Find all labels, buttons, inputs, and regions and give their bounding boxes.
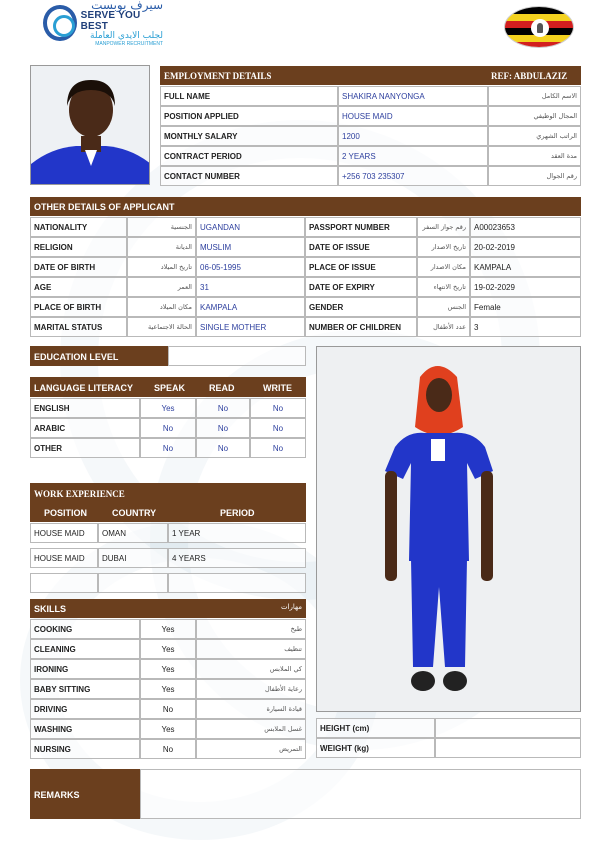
other-label-arabic: الجنس bbox=[417, 297, 470, 317]
other-value: A00023653 bbox=[470, 217, 581, 237]
language-read: No bbox=[196, 398, 250, 418]
other-label: PASSPORT NUMBER bbox=[305, 217, 417, 237]
other-value: MUSLIM bbox=[196, 237, 305, 257]
employment-value: +256 703 235307 bbox=[338, 166, 488, 186]
language-col-write: WRITE bbox=[263, 383, 292, 393]
language-write: No bbox=[250, 398, 306, 418]
other-label: PLACE OF ISSUE bbox=[305, 257, 417, 277]
work-col-position: POSITION bbox=[44, 508, 88, 518]
other-label-arabic: الجنسية bbox=[127, 217, 196, 237]
reference: REF: ABDULAZIZ bbox=[491, 71, 568, 81]
other-label: RELIGION bbox=[30, 237, 127, 257]
other-label: PLACE OF BIRTH bbox=[30, 297, 127, 317]
other-value: Female bbox=[470, 297, 581, 317]
applicant-portrait-photo bbox=[30, 65, 150, 185]
other-label-arabic: تاريخ الميلاد bbox=[127, 257, 196, 277]
work-country: OMAN bbox=[98, 523, 168, 543]
other-label-arabic: تاريخ الاصدار bbox=[417, 237, 470, 257]
skill-name-arabic: غسل الملابس bbox=[196, 719, 306, 739]
logo-arabic-sub: لجلب الايدي العاملة bbox=[90, 31, 163, 42]
other-label-arabic: الحالة الاجتماعية bbox=[127, 317, 196, 337]
employment-label: FULL NAME bbox=[160, 86, 338, 106]
language-name: OTHER bbox=[30, 438, 140, 458]
language-write: No bbox=[250, 438, 306, 458]
other-value: 19-02-2029 bbox=[470, 277, 581, 297]
logo-name: SERVE YOU BEST bbox=[80, 10, 141, 32]
other-details-header bbox=[30, 197, 581, 216]
skill-name-arabic: التمريض bbox=[196, 739, 306, 759]
employment-label: CONTRACT PERIOD bbox=[160, 146, 338, 166]
height-value bbox=[435, 718, 581, 738]
skill-name: NURSING bbox=[30, 739, 140, 759]
other-label: NATIONALITY bbox=[30, 217, 127, 237]
other-value: KAMPALA bbox=[196, 297, 305, 317]
language-read: No bbox=[196, 438, 250, 458]
work-period bbox=[168, 573, 306, 593]
employment-label: POSITION APPLIED bbox=[160, 106, 338, 126]
work-position bbox=[30, 573, 98, 593]
skill-name-arabic: كي الملابس bbox=[196, 659, 306, 679]
other-label: DATE OF EXPIRY bbox=[305, 277, 417, 297]
skill-name: WASHING bbox=[30, 719, 140, 739]
other-label-arabic: عدد الأطفال bbox=[417, 317, 470, 337]
remarks-header bbox=[30, 769, 140, 819]
company-logo bbox=[43, 0, 163, 47]
skill-value: Yes bbox=[140, 679, 196, 699]
other-value: 20-02-2019 bbox=[470, 237, 581, 257]
education-level-title: EDUCATION LEVEL bbox=[34, 352, 119, 362]
skill-name-arabic: طبخ bbox=[196, 619, 306, 639]
logo-arabic: سيرف يوبست bbox=[91, 0, 163, 12]
logo-tagline: MANPOWER RECRUITMENT bbox=[95, 40, 163, 47]
employment-label-arabic: مدة العقد bbox=[488, 146, 581, 166]
employment-value: 1200 bbox=[338, 126, 488, 146]
skill-name: DRIVING bbox=[30, 699, 140, 719]
skill-value: Yes bbox=[140, 619, 196, 639]
skill-name: IRONING bbox=[30, 659, 140, 679]
remarks-value bbox=[140, 769, 581, 819]
work-period: 1 YEAR bbox=[168, 523, 306, 543]
skill-name-arabic: تنظيف bbox=[196, 639, 306, 659]
other-value: 06-05-1995 bbox=[196, 257, 305, 277]
language-name: ENGLISH bbox=[30, 398, 140, 418]
skill-value: Yes bbox=[140, 659, 196, 679]
other-label-arabic: مكان الاصدار bbox=[417, 257, 470, 277]
education-level-header bbox=[30, 346, 168, 366]
employment-label-arabic: الاسم الكامل bbox=[488, 86, 581, 106]
work-position: HOUSE MAID bbox=[30, 548, 98, 568]
language-speak: No bbox=[140, 438, 196, 458]
height-label: HEIGHT (cm) bbox=[316, 718, 435, 738]
education-level-value bbox=[168, 346, 306, 366]
language-literacy-title: LANGUAGE LITERACY bbox=[34, 383, 133, 393]
other-label-arabic: مكان الميلاد bbox=[127, 297, 196, 317]
employment-label: MONTHLY SALARY bbox=[160, 126, 338, 146]
work-col-country: COUNTRY bbox=[112, 508, 157, 518]
language-col-speak: SPEAK bbox=[154, 383, 186, 393]
work-col-period: PERIOD bbox=[220, 508, 255, 518]
skills-title: SKILLS bbox=[34, 604, 67, 614]
skill-name: BABY SITTING bbox=[30, 679, 140, 699]
other-details-title: OTHER DETAILS OF APPLICANT bbox=[34, 202, 175, 212]
work-country: DUBAI bbox=[98, 548, 168, 568]
skill-name-arabic: قيادة السيارة bbox=[196, 699, 306, 719]
employment-value: 2 YEARS bbox=[338, 146, 488, 166]
other-label: GENDER bbox=[305, 297, 417, 317]
language-read: No bbox=[196, 418, 250, 438]
skills-title-arabic: مهارات bbox=[280, 603, 302, 611]
other-value: 31 bbox=[196, 277, 305, 297]
weight-value bbox=[435, 738, 581, 758]
work-position: HOUSE MAID bbox=[30, 523, 98, 543]
skills-header bbox=[30, 599, 306, 618]
applicant-full-body-photo bbox=[316, 346, 581, 712]
employment-label-arabic: الراتب الشهري bbox=[488, 126, 581, 146]
employment-details-header bbox=[160, 66, 581, 85]
other-label: DATE OF BIRTH bbox=[30, 257, 127, 277]
skill-name-arabic: رعاية الأطفال bbox=[196, 679, 306, 699]
language-write: No bbox=[250, 418, 306, 438]
skill-value: Yes bbox=[140, 719, 196, 739]
work-experience-header bbox=[30, 483, 306, 503]
work-country bbox=[98, 573, 168, 593]
weight-label: WEIGHT (kg) bbox=[316, 738, 435, 758]
other-label: AGE bbox=[30, 277, 127, 297]
other-value: KAMPALA bbox=[470, 257, 581, 277]
other-label-arabic: العمر bbox=[127, 277, 196, 297]
skill-value: Yes bbox=[140, 639, 196, 659]
uganda-flag-icon bbox=[504, 6, 574, 48]
other-label-arabic: رقم جواز السفر bbox=[417, 217, 470, 237]
work-experience-title: WORK EXPERIENCE bbox=[34, 489, 125, 499]
skill-name: CLEANING bbox=[30, 639, 140, 659]
employment-value: HOUSE MAID bbox=[338, 106, 488, 126]
work-period: 4 YEARS bbox=[168, 548, 306, 568]
other-label-arabic: الديانة bbox=[127, 237, 196, 257]
language-speak: Yes bbox=[140, 398, 196, 418]
work-experience-columns bbox=[30, 503, 306, 522]
skill-value: No bbox=[140, 739, 196, 759]
language-name: ARABIC bbox=[30, 418, 140, 438]
skill-value: No bbox=[140, 699, 196, 719]
other-value: UGANDAN bbox=[196, 217, 305, 237]
employment-label-arabic: رقم الجوال bbox=[488, 166, 581, 186]
other-label-arabic: تاريخ الانتهاء bbox=[417, 277, 470, 297]
remarks-label: REMARKS bbox=[34, 790, 80, 800]
other-label: MARITAL STATUS bbox=[30, 317, 127, 337]
employment-details-title: EMPLOYMENT DETAILS bbox=[164, 71, 272, 81]
other-label: NUMBER OF CHILDREN bbox=[305, 317, 417, 337]
language-col-read: READ bbox=[209, 383, 235, 393]
skill-name: COOKING bbox=[30, 619, 140, 639]
language-literacy-header bbox=[30, 377, 306, 397]
language-speak: No bbox=[140, 418, 196, 438]
other-value: SINGLE MOTHER bbox=[196, 317, 305, 337]
employment-value: SHAKIRA NANYONGA bbox=[338, 86, 488, 106]
other-label: DATE OF ISSUE bbox=[305, 237, 417, 257]
other-value: 3 bbox=[470, 317, 581, 337]
logo-emblem-icon bbox=[43, 5, 77, 41]
employment-label-arabic: المجال الوظيفي bbox=[488, 106, 581, 126]
employment-label: CONTACT NUMBER bbox=[160, 166, 338, 186]
